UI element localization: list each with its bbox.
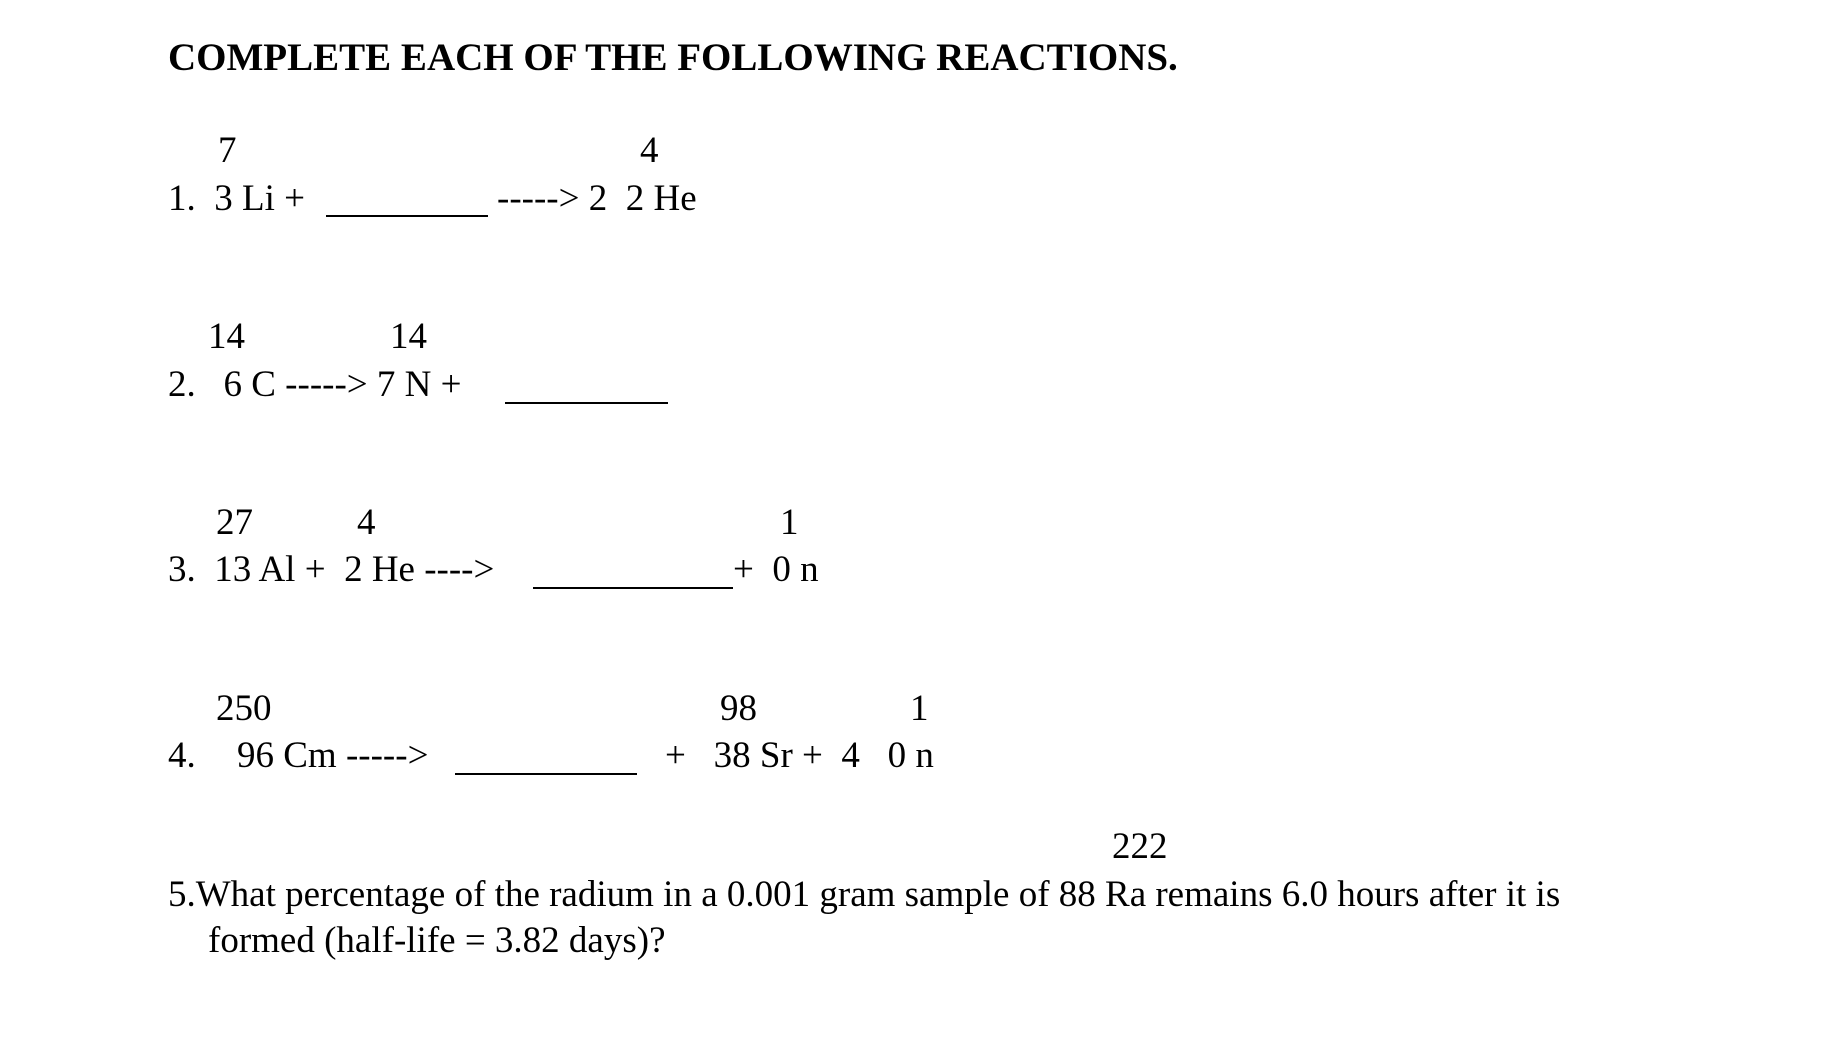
q1-products: -----> 2 2 He bbox=[497, 178, 697, 219]
q3-answer-blank[interactable] bbox=[533, 587, 733, 589]
q4-answer-blank[interactable] bbox=[455, 773, 637, 775]
q1-reactants: 1. 3 Li + bbox=[168, 178, 305, 219]
q3-mass-al: 27 bbox=[216, 502, 253, 543]
page-title: COMPLETE EACH OF THE FOLLOWING REACTIONS. bbox=[168, 36, 1178, 79]
q5-question-line-2: formed (half-life = 3.82 days)? bbox=[208, 920, 666, 961]
q4-mass-n: 1 bbox=[910, 688, 929, 729]
q2-mass-c: 14 bbox=[208, 316, 245, 357]
q2-answer-blank[interactable] bbox=[505, 402, 668, 404]
q1-mass-li: 7 bbox=[218, 130, 237, 171]
q4-products: + 38 Sr + 4 0 n bbox=[665, 735, 934, 776]
q5-mass-ra: 222 bbox=[1112, 826, 1168, 867]
q2-equation: 2. 6 C -----> 7 N + bbox=[168, 364, 462, 405]
q5-question-line-1: 5.What percentage of the radium in a 0.001 gram sample of 88 Ra remains 6.0 hours after it is bbox=[168, 874, 1561, 915]
q2-mass-n: 14 bbox=[390, 316, 427, 357]
q3-mass-n: 1 bbox=[780, 502, 799, 543]
q3-reactants: 3. 13 Al + 2 He ----> bbox=[168, 549, 495, 590]
q1-answer-blank[interactable] bbox=[326, 215, 488, 217]
q4-mass-sr: 98 bbox=[720, 688, 757, 729]
q3-mass-he: 4 bbox=[357, 502, 376, 543]
q4-mass-cm: 250 bbox=[216, 688, 272, 729]
q4-reactant: 96 Cm -----> bbox=[237, 735, 429, 776]
q3-products: + 0 n bbox=[733, 549, 819, 590]
q4-number: 4. bbox=[168, 735, 196, 776]
q1-mass-he: 4 bbox=[640, 130, 659, 171]
